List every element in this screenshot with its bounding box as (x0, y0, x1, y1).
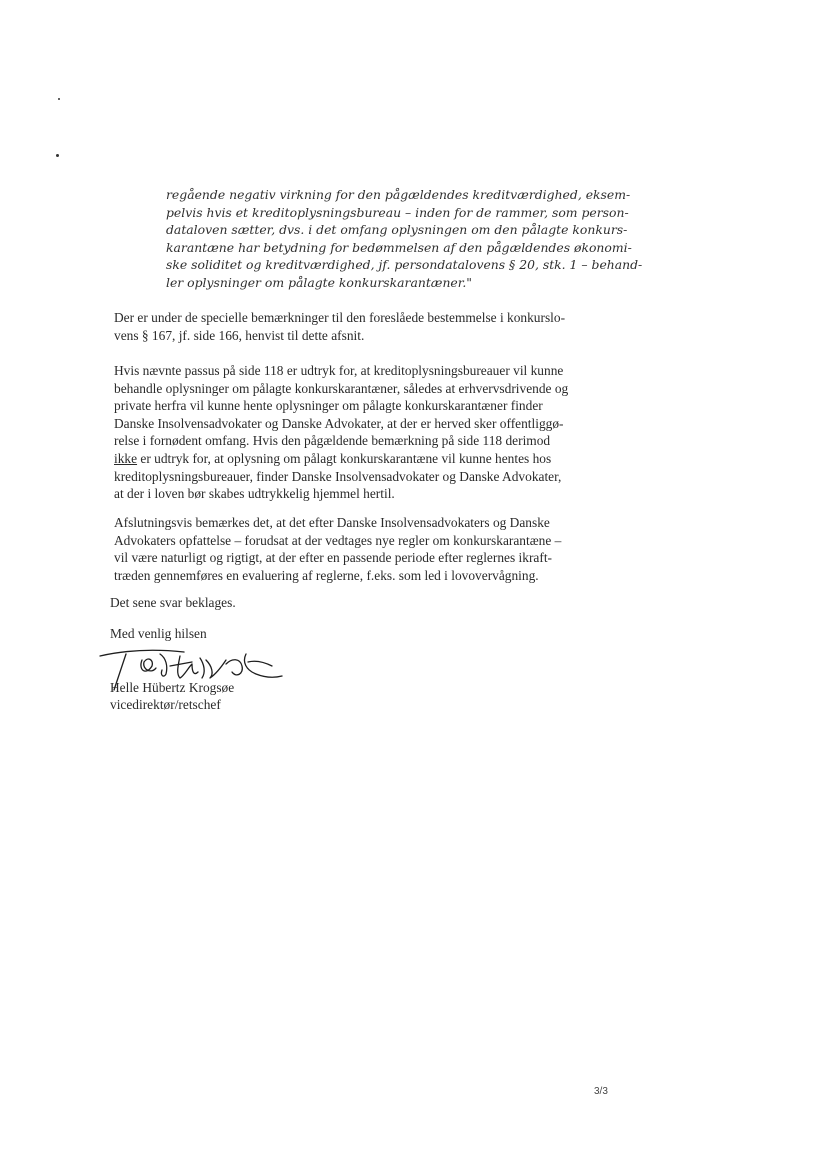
paragraph-line: relse i fornødent omfang. Hvis den pågældende bemærkning på side 118 derimod (114, 433, 551, 449)
paragraph-line: vil være naturligt og rigtigt, at der efter en passende periode efter reglernes ikraft- (114, 550, 552, 566)
closing-greeting: Med venlig hilsen (110, 626, 207, 641)
signer-title: vicedirektør/retschef (110, 697, 221, 712)
page-number: 3/3 (594, 1086, 608, 1097)
paragraph-line: Advokaters opfattelse – forudsat at der vedtages nye regler om konkurskarantæne – (114, 532, 562, 548)
paragraph-line-rest: er udtryk for, at oplysning om pålagt konkurskarantæne vil kunne hentes hos (137, 450, 552, 466)
paragraph-line: private herfra vil kunne hente oplysninger om pålagte konkurskarantæner finder (114, 398, 543, 414)
paragraph-special-remarks (114, 309, 608, 344)
emphasis-underlined: ikke (114, 450, 138, 466)
quote-line: regående negativ virkning for den pågældendes kreditværdighed, eksem- (166, 187, 631, 202)
apology-text: Det sene svar beklages. (110, 595, 236, 610)
paragraph-line: Afslutningsvis bemærkes det, at det efter Danske Insolvensadvokaters og Danske (114, 515, 550, 530)
paragraph-line (114, 450, 608, 468)
quote-line: dataloven sætter, dvs. i det omfang oplysningen om den pålagte konkurs- (166, 222, 628, 238)
quoted-passage (166, 186, 643, 292)
quote-line: karantæne har betydning for bedømmelsen af den pågældendes økonomi- (166, 239, 632, 255)
scan-speck-mid (56, 154, 59, 157)
signer-name: Helle Hübertz Krogsøe (110, 680, 235, 695)
quote-line: ler oplysninger om pålagte konkurskarantæner." (166, 274, 472, 290)
paragraph-credit-bureaus (114, 362, 608, 503)
paragraph-evaluation (114, 514, 608, 584)
paragraph-line: træden gennemføres en evaluering af reglerne, f.eks. som led i lovovervågning. (114, 567, 539, 583)
scan-speck-top (58, 98, 60, 100)
paragraph-line: vens § 167, jf. side 166, henvist til dette afsnit. (114, 327, 365, 343)
paragraph-line: Danske Insolvensadvokater og Danske Advokater, at der er herved sker offentliggø- (114, 415, 564, 431)
paragraph-line: Hvis nævnte passus på side 118 er udtryk for, at kreditoplysningsbureauer vil kunne (114, 363, 564, 378)
quote-line: ske soliditet og kreditværdighed, jf. persondatalovens § 20, stk. 1 – behand- (166, 257, 643, 273)
paragraph-line: Der er under de specielle bemærkninger til den foreslåede bestemmelse i konkurslo- (114, 310, 566, 325)
quote-line: pelvis hvis et kreditoplysningsbureau – inden for de rammer, som person- (166, 204, 629, 220)
paragraph-line: kreditoplysningsbureauer, finder Danske Insolvensadvokater og Danske Advokater, (114, 468, 562, 484)
paragraph-line: behandle oplysninger om pålagte konkurskarantæner, således at erhvervsdrivende og (114, 380, 569, 396)
paragraph-line: at der i loven bør skabes udtrykkelig hjemmel hertil. (114, 486, 395, 502)
